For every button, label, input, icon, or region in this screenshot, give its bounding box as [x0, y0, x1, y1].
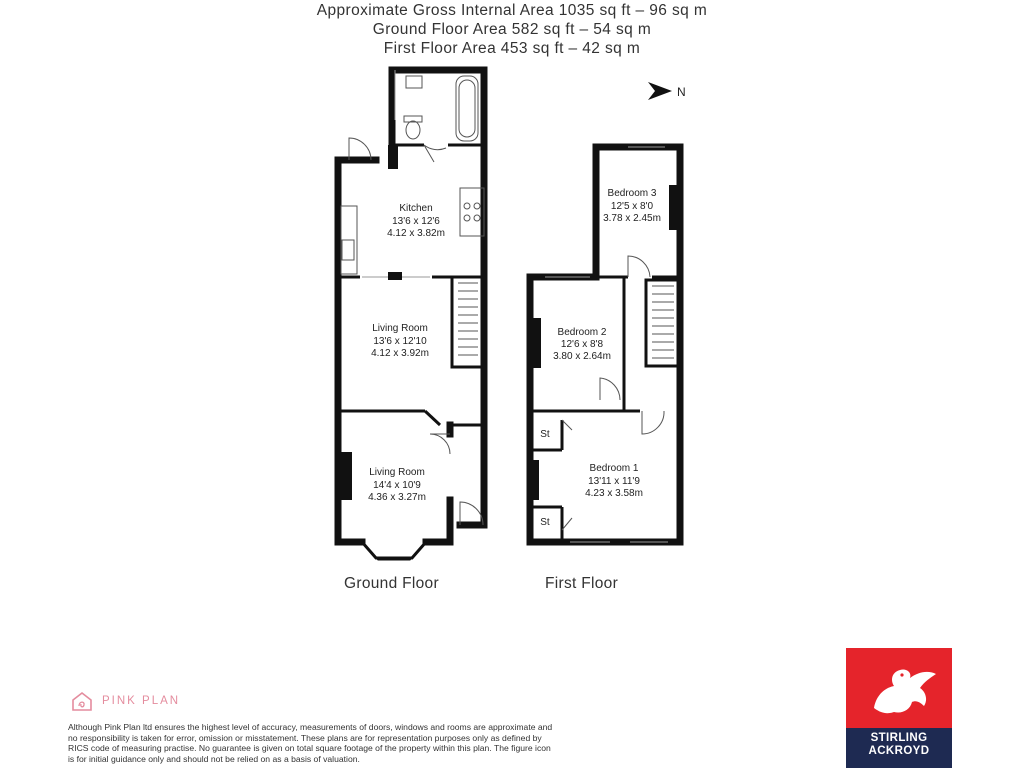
living-room-2-imperial: 14'4 x 10'9 — [373, 480, 421, 491]
first-floor-label: First Floor — [545, 575, 619, 592]
bedroom-2-imperial: 12'6 x 8'8 — [560, 339, 604, 350]
bedroom-2-name: Bedroom 2 — [557, 327, 607, 338]
north-arrow-icon — [648, 82, 686, 100]
bedroom-1-metric: 4.23 x 3.58m — [585, 488, 643, 499]
bedroom-2-metric: 3.80 x 2.64m — [553, 351, 611, 362]
bedroom-3-imperial: 12'5 x 8'0 — [610, 201, 654, 212]
ground-floor-area-text: Ground Floor Area 582 sq ft – 54 sq m — [372, 21, 652, 38]
griffin-icon — [846, 648, 952, 728]
bedroom-1-imperial: 13'11 x 11'9 — [588, 476, 640, 487]
griffin-emblem — [846, 648, 952, 728]
agent-name-line2: ACKROYD — [868, 745, 930, 757]
pink-plan-logo — [70, 688, 180, 714]
store-label-2: St — [540, 517, 550, 528]
living-room-1-imperial: 13'6 x 12'10 — [373, 336, 427, 347]
north-label: N — [677, 85, 686, 99]
house-icon — [70, 690, 94, 712]
living-room-2-metric: 4.36 x 3.27m — [368, 492, 426, 503]
living-room-1-name: Living Room — [372, 323, 428, 334]
bedroom-1-name: Bedroom 1 — [589, 463, 639, 474]
ground-floor-label: Ground Floor — [344, 575, 439, 592]
kitchen-name: Kitchen — [399, 203, 433, 214]
disclaimer-text: Although Pink Plan ltd ensures the highest level of accuracy, measurements of doors, windows and rooms are approximate and no responsibility is taken for error, omission or misstatement. These plans are for representation purposes only as defined by RICS code of measuring practise. No guarantee is given on total square footage of the property within this plan. The figure icon is for initial guidance only and should not be relied on as a basis of valuation. — [68, 722, 553, 764]
first-floor-area-text: First Floor Area 453 sq ft – 42 sq m — [383, 40, 641, 57]
kitchen-metric: 4.12 x 3.82m — [387, 228, 445, 239]
agent-name-line1: STIRLING — [870, 732, 928, 744]
stirling-ackroyd-logo — [846, 648, 952, 768]
kitchen-imperial: 13'6 x 12'6 — [392, 216, 440, 227]
pink-plan-brand: PINK PLAN — [102, 695, 181, 707]
gross-area-text: Approximate Gross Internal Area 1035 sq ft – 96 sq m — [316, 2, 708, 19]
living-room-1-metric: 4.12 x 3.92m — [371, 348, 429, 359]
bedroom-3-name: Bedroom 3 — [607, 188, 657, 199]
living-room-2-name: Living Room — [369, 467, 425, 478]
bedroom-3-metric: 3.78 x 2.45m — [603, 213, 661, 224]
store-label-1: St — [540, 429, 550, 440]
agent-name — [846, 732, 952, 758]
